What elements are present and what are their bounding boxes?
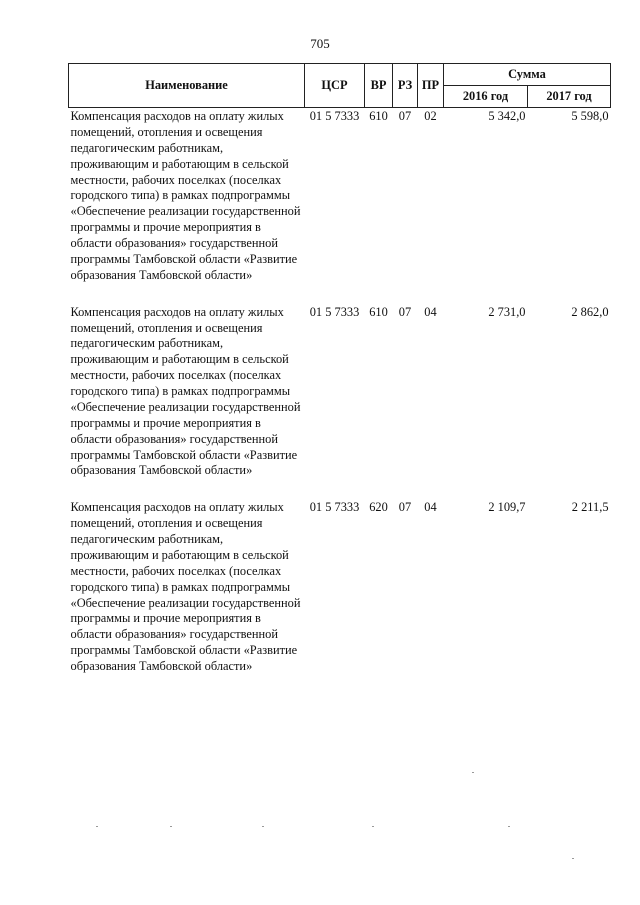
row-csr: 01 5 7333 <box>309 304 360 319</box>
row-sum-2017: 5 598,0 <box>571 109 609 123</box>
row-vr: 620 <box>369 500 388 515</box>
row-sum-2016: 2 109,7 <box>488 500 526 515</box>
scan-speck <box>372 826 374 827</box>
table-row <box>69 108 611 304</box>
row-name: Компенсация расходов на оплату жилых помещений, отопления и освещения педагогическим работникам, проживающим и работающим в сельской местности, рабочих поселках (поселках городского типа) в рамках подпрограммы «Обеспечение реализации государственной программы и прочие мероприятия в области образования» государственной программы Тамбовской области «Развитие образования Тамбовской области» <box>70 500 301 673</box>
row-vr: 610 <box>369 109 388 123</box>
header-pr: ПР <box>418 64 444 108</box>
row-name: Компенсация расходов на оплату жилых помещений, отопления и освещения педагогическим работникам, проживающим и работающим в сельской местности, рабочих поселках (поселках городского типа) в рамках подпрограммы «Обеспечение реализации государственной программы и прочие мероприятия в области образования» государственной программы Тамбовской области «Развитие образования Тамбовской области» <box>70 109 301 282</box>
header-sum: Сумма <box>444 64 611 86</box>
row-pr: 02 <box>424 109 437 123</box>
row-rz: 07 <box>398 304 412 319</box>
row-rz: 07 <box>398 500 412 515</box>
row-csr: 01 5 7333 <box>309 109 360 123</box>
header-rz: РЗ <box>393 64 418 108</box>
header-vr: ВР <box>365 64 393 108</box>
scan-speck <box>572 858 574 859</box>
scan-speck <box>472 772 474 773</box>
row-sum-2016: 2 731,0 <box>488 304 526 319</box>
row-rz: 07 <box>398 109 412 123</box>
scan-speck <box>262 826 264 827</box>
row-sum-2017: 2 211,5 <box>571 500 609 515</box>
header-name: Наименование <box>69 64 305 108</box>
row-vr: 610 <box>369 304 388 319</box>
row-pr: 04 <box>424 500 437 515</box>
page-number: 705 <box>310 36 330 51</box>
budget-table <box>68 63 611 695</box>
header-year-2017: 2017 год <box>528 86 611 108</box>
table-row <box>69 304 611 500</box>
header-year-2016: 2016 год <box>444 86 528 108</box>
row-sum-2017: 2 862,0 <box>571 304 609 319</box>
row-name: Компенсация расходов на оплату жилых помещений, отопления и освещения педагогическим работникам, проживающим и работающим в сельской местности, рабочих поселках (поселках городского типа) в рамках подпрограммы «Обеспечение реализации государственной программы и прочие мероприятия в области образования» государственной программы Тамбовской области «Развитие образования Тамбовской области» <box>70 304 301 478</box>
row-csr: 01 5 7333 <box>309 500 360 515</box>
header-csr: ЦСР <box>305 64 365 108</box>
table-header <box>69 64 611 108</box>
row-pr: 04 <box>424 304 437 319</box>
table-row <box>69 499 611 695</box>
scan-speck <box>170 826 172 827</box>
row-sum-2016: 5 342,0 <box>488 109 526 123</box>
scan-speck <box>508 826 510 827</box>
scan-speck <box>96 826 98 827</box>
